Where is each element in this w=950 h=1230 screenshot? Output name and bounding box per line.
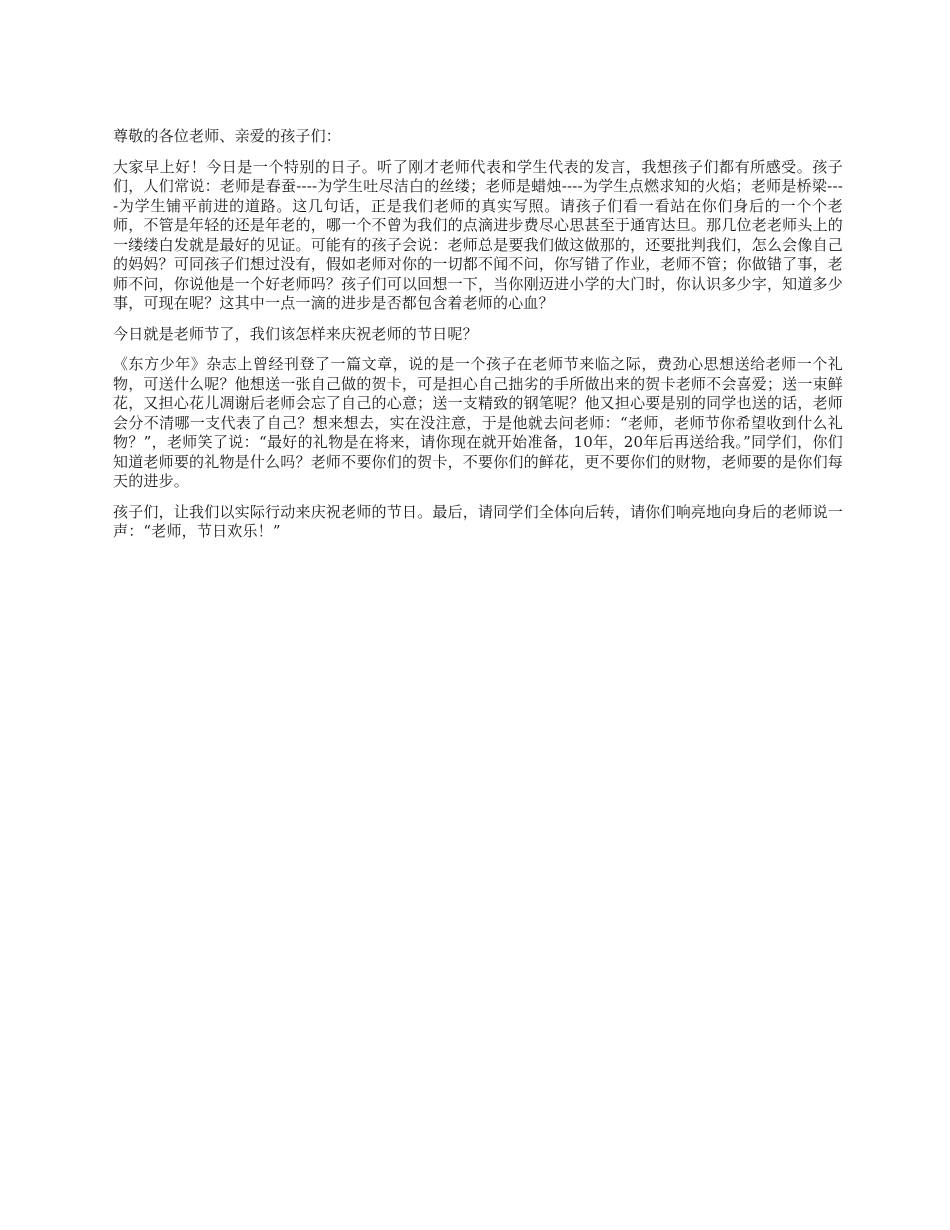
document-page [113, 127, 843, 553]
paragraph-opening: 大家早上好！今日是一个特别的日子。听了刚才老师代表和学生代表的发言，我想孩子们都有所感受。孩子们，人们常说：老师是春蚕----为学生吐尽洁白的丝缕；老师是蜡烛----为学生点燃求知的火焰；老师是桥梁----为学生铺平前进的道路。这几句话，正是我们老师的真实写照。请孩子们看一看站在你们身后的一个个老师，不管是年轻的还是年老的，哪一个不曾为我们的点滴进步费尽心思甚至于通宵达旦。那几位老老师头上的一缕缕白发就是最好的见证。可能有的孩子会说：老师总是要我们做这做那的，还要批判我们，怎么会像自己的妈妈？可同孩子们想过没有，假如老师对你的一切都不闻不问，你写错了作业，老师不管；你做错了事，老师不问，你说他是一个好老师吗？孩子们可以回想一下，当你刚迈进小学的大门时，你认识多少字，知道多少事，可现在呢？这其中一点一滴的进步是否都包含着老师的心血？ [113, 157, 843, 312]
paragraph-closing: 孩子们，让我们以实际行动来庆祝老师的节日。最后，请同学们全体向后转，请你们响亮地向身后的老师说一声：“老师，节日欢乐！” [113, 502, 843, 540]
greeting: 尊敬的各位老师、亲爱的孩子们： [113, 127, 342, 145]
paragraph-question: 今日就是老师节了，我们该怎样来庆祝老师的节日呢？ [113, 324, 478, 343]
paragraph-story: 《东方少年》杂志上曾经刊登了一篇文章，说的是一个孩子在老师节来临之际，费劲心思想送给老师一个礼物，可送什么呢？他想送一张自己做的贺卡，可是担心自己拙劣的手所做出来的贺卡老师不会喜爱；送一束鲜花，又担心花儿凋谢后老师会忘了自己的心意；送一支精致的钢笔呢？他又担心要是别的同学也送的话，老师会分不清哪一支代表了自己？想来想去，实在没注意，于是他就去问老师：“老师，老师节你希望收到什么礼物？”，老师笑了说：“最好的礼物是在将来，请你现在就开始准备，10年，20年后再送给我。”同学们，你们知道老师要的礼物是什么吗？老师不要你们的贺卡，不要你们的鲜花，更不要你们的财物，老师要的是你们每天的进步。 [113, 355, 843, 490]
